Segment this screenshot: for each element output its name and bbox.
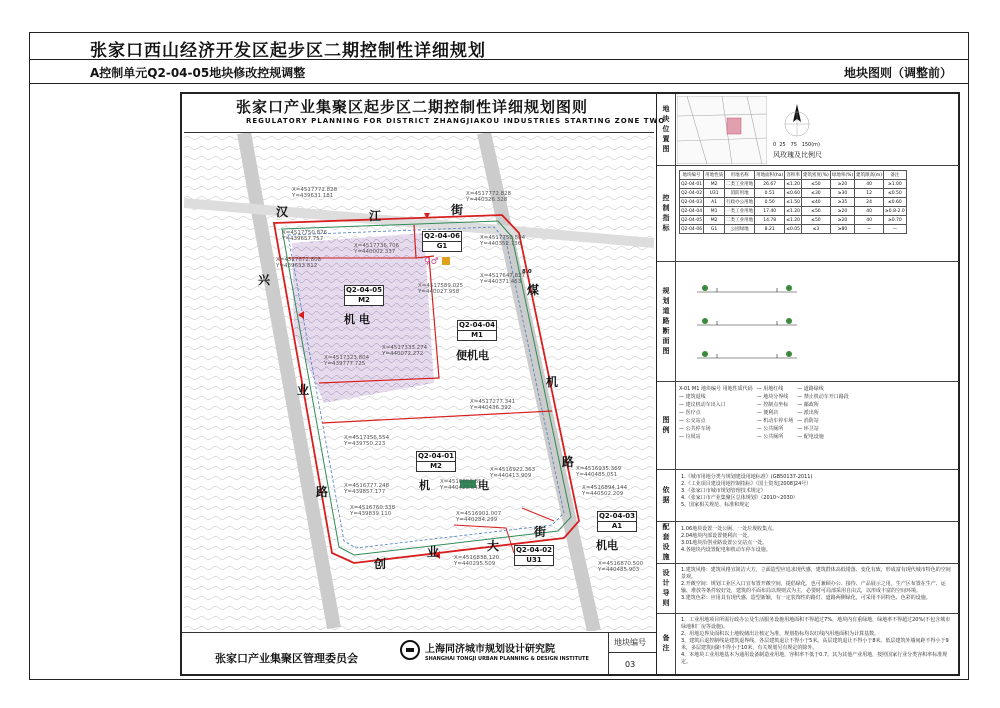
document-subtitle: A控制单元Q2-04-05地块修改控规调整 bbox=[90, 66, 306, 80]
text-line: 3、建筑后退控制线是建筑退界线，各层建筑退让不得小于5米。高层建筑退让不得小于8米。低层建筑外墙间距不得小于9米，多层建筑间距不得小于10米，有关规划另有规定的除外。 bbox=[681, 638, 949, 651]
scale-bar: 0 25 75 150(m) bbox=[773, 142, 821, 148]
plot-label-03[interactable]: Q2-04-03 A1 bbox=[598, 512, 636, 530]
table-row bbox=[680, 198, 907, 207]
sidebar bbox=[656, 94, 959, 674]
table-header-cell: 地块编号 bbox=[680, 171, 704, 180]
coord-label: X=4517772.828 Y=440326.328 bbox=[466, 191, 512, 203]
road-label-north: 江 bbox=[369, 209, 382, 223]
coord-label: X=4516777.248 Y=439857.177 bbox=[344, 483, 390, 495]
table-cell: ≤1.20 bbox=[786, 208, 801, 214]
table-cell: U31 bbox=[704, 189, 725, 198]
location-map bbox=[677, 96, 767, 164]
table-header-cell: 用地名称 bbox=[725, 171, 755, 180]
institute-name-cn: 上海同济城市规划设计研究院 bbox=[425, 644, 555, 655]
legend-item: — 地块分界线 bbox=[756, 394, 789, 400]
coord-label: X=4517589.025 Y=440027.958 bbox=[418, 283, 464, 295]
legend-item: — 便利店 bbox=[756, 410, 779, 416]
legend-item: — 环卫站 bbox=[797, 426, 819, 432]
plot-03-facilities: 机电 bbox=[596, 539, 618, 552]
north-arrow-icon bbox=[777, 102, 817, 146]
coord-label: X=4517333.274 Y=440072.272 bbox=[382, 345, 428, 357]
legend-item: — 公共厕所 bbox=[756, 426, 784, 432]
table-cell: Q2-04-06 bbox=[681, 226, 703, 232]
coord-label: X=4516838.120 Y=440295.509 bbox=[454, 555, 500, 567]
table-cell: ≥1.00 bbox=[884, 180, 907, 189]
text-line: 4.各地块内设置配电和机动车停车设施。 bbox=[681, 547, 771, 553]
coord-label: X=4516859.854 Y=440423.643 bbox=[440, 479, 486, 491]
legend-item: — 派出所 bbox=[797, 410, 819, 416]
table-cell: 40 bbox=[855, 207, 884, 216]
table-cell: ≤1.50 bbox=[786, 199, 801, 205]
text-line: 5、国家相关规范、标准和规定 bbox=[681, 502, 750, 508]
table-cell: 12 bbox=[855, 189, 884, 198]
table-header-cell: 用地面积(ha) bbox=[755, 171, 785, 180]
table-cell: 0.51 bbox=[755, 189, 785, 198]
table-cell: ≤3 bbox=[802, 225, 831, 234]
table-header-cell: 绿地率(%) bbox=[830, 171, 854, 180]
coord-label: X=4517156.554 Y=439750.223 bbox=[344, 435, 390, 447]
table-cell: ≥0.8-2.0 bbox=[885, 208, 905, 214]
table-cell: Q2-04-01 bbox=[681, 181, 703, 187]
map-canvas bbox=[184, 132, 654, 631]
compass-label: 风玫瑰及比例尺 bbox=[773, 151, 822, 159]
coord-label: X=4517672.808 Y=439633.812 bbox=[276, 257, 322, 269]
location-section: 地块位置图 0 25 75 150(m) 风玫瑰及比例尺 bbox=[657, 94, 959, 166]
text-line: 1.建筑风格：建筑风格宜简洁大方，立面造型应追求现代感，建筑群体高低错落、变化有致，形成富有现代城市特色的空间景观。 bbox=[681, 567, 951, 580]
trash-icon bbox=[442, 257, 450, 265]
notes-section: 依据 1.《城市用地分类与规划建设用地标准》(GB50137-2011) 2.《工业项目建设用地控制指标》（国土资发[2008]24号） 3.《张家口市城市规划管理技术规定》 4.《张家口市产业集聚区总体规划》（2010~2030） 5、国家相关规范、标准和规定 bbox=[657, 470, 959, 522]
text-line: 2.开敞空间：规划工业区入口宜布置开敞空间，提倡绿化，也可兼顾办公、接待、产品展示之用，生产区布置在生产、运输、堆放等条件较好处，建筑的平面布局以规则式为主，必要时可局部采用自由式，以形成丰富的空间环境。 bbox=[681, 581, 946, 594]
table-cell: 17.40 bbox=[755, 207, 785, 216]
legend-item: — 消防站 bbox=[797, 418, 819, 424]
road-label-south: 大 bbox=[487, 539, 500, 553]
legend-section: 图例 X-01 M1 地块编号 用地性质代码 — 用地红线 — 道路绿线 — 建筑退线 — 地块分界线 — 禁止机动车开口路段 — 建议机动车出入口 — 控制点坐标 — 邮政所 — 医疗点 — 便利店 — 派出所 — 公交站点 — 机动车停车场 — 消防站 — 公共停车场 — 公共厕所 — 环卫站 — 垃圾站 — 公共厕所 — 配电设施 bbox=[657, 382, 959, 470]
coord-label: X=4517647.827 Y=440371.453 bbox=[480, 273, 526, 285]
table-cell: A1 bbox=[704, 198, 725, 207]
table-cell: 14.78 bbox=[755, 216, 785, 225]
notes-list bbox=[681, 474, 951, 509]
control-table bbox=[679, 170, 907, 234]
map-drawing bbox=[184, 133, 654, 631]
institute-logo-icon bbox=[400, 640, 420, 660]
plot-05-facilities: 机 电 bbox=[344, 313, 370, 326]
text-line: 3.01地块沿创业路设置公交站点一处。 bbox=[681, 540, 768, 546]
table-cell: G1 bbox=[704, 225, 725, 234]
text-line: 1.06地块设置一处公厕、一处垃圾收集点。 bbox=[681, 526, 778, 532]
plot-label-06[interactable]: Q2-04-06 G1 bbox=[423, 232, 461, 250]
table-cell: ≤50 bbox=[802, 207, 831, 216]
legend-item: — 建筑退线 bbox=[679, 394, 706, 400]
table-cell: 二类工业用地 bbox=[725, 180, 755, 189]
legend-item: — 道路绿线 bbox=[797, 386, 824, 392]
table-cell: 24 bbox=[855, 198, 884, 207]
coord-label: X=4517772.828 Y=439631.181 bbox=[292, 187, 338, 199]
committee-name: 张家口产业集聚区管理委员会 bbox=[215, 652, 358, 665]
table-header-cell: 建筑密度(%) bbox=[802, 171, 831, 180]
institute-name-en: SHANGHAI TONGJI URBAN PLANNING & DESIGN INSTITUTE bbox=[425, 656, 589, 662]
legend-item: — 公交站点 bbox=[679, 418, 706, 424]
plot-01-facility-2: 电 bbox=[478, 479, 489, 492]
table-cell: M2 bbox=[704, 216, 725, 225]
facilities-list bbox=[681, 526, 951, 554]
table-row bbox=[680, 216, 907, 225]
table-header-cell: 建筑限高(m) bbox=[855, 171, 884, 180]
legend-item: — 公共停车场 bbox=[679, 426, 711, 432]
text-line: 1、工业用地项目所需行政办公及生活服务设施用地面积不得超过7%，地块内有重绿地，绿地率不得超过20%(不包含城市绿地和厂房等设施)。 bbox=[681, 617, 951, 630]
table-cell: ≤0.60 bbox=[786, 190, 801, 196]
coord-label: X=4516870.500 Y=440485.903 bbox=[598, 561, 644, 573]
table-cell: 40 bbox=[855, 216, 884, 225]
coord-label: X=4517750.876 Y=439657.757 bbox=[282, 230, 328, 242]
road-label-east: 机 bbox=[546, 375, 559, 389]
table-cell: 一类工业用地 bbox=[725, 207, 755, 216]
table-cell: ≤30 bbox=[802, 189, 831, 198]
plot-label-02[interactable]: Q2-04-02 U31 bbox=[515, 546, 553, 564]
table-cell: 消防用地 bbox=[725, 189, 755, 198]
coord-label: X=4517323.804 Y=439777.725 bbox=[324, 355, 370, 367]
legend-item: — 公共厕所 bbox=[756, 434, 784, 440]
table-header-cell: 容积率 bbox=[785, 171, 802, 180]
table-header-cell: 用地性质 bbox=[704, 171, 725, 180]
plot-label-05[interactable]: Q2-04-05 M2 bbox=[345, 286, 383, 304]
legend-item: — 控制点坐标 bbox=[756, 402, 789, 408]
road-label-north: 汉 bbox=[276, 205, 289, 219]
coord-label: X=4517750.804 Y=440352.736 bbox=[480, 235, 526, 247]
legend-item: — 机动车停车场 bbox=[756, 418, 794, 424]
toilet-icon: ♀♂ bbox=[424, 257, 439, 267]
road-label-south: 街 bbox=[534, 525, 547, 539]
table-cell: ≤1.20 bbox=[786, 217, 801, 223]
remarks-list bbox=[681, 617, 951, 666]
guide-list bbox=[681, 567, 951, 602]
legend-item: — 医疗点 bbox=[679, 410, 701, 416]
text-line: 1.《城市用地分类与规划建设用地标准》(GB50137-2011) bbox=[681, 474, 813, 480]
plot-no-value: 03 bbox=[625, 660, 636, 669]
table-cell: 26.67 bbox=[755, 180, 785, 189]
sheet-type: 地块图则（调整前） bbox=[843, 66, 952, 80]
table-cell: ≥80 bbox=[830, 225, 854, 234]
table-cell: ≤1.20 bbox=[786, 181, 801, 187]
text-line: 3.建筑色彩：应用具有现代感、造型新颖，有一定装饰性的路灯、道路两侧绿化，可采用不同特色、色彩的设施。 bbox=[681, 595, 931, 601]
legend-grid bbox=[679, 386, 849, 441]
table-cell: — bbox=[884, 225, 907, 234]
coord-label: X=4516901.007 Y=440284.299 bbox=[456, 511, 502, 523]
table-header-cell: 备注 bbox=[884, 171, 907, 180]
text-line: 2、用地边界及面积以土地收储出让核定为准，规划指标均以红线内用地面积为计算基数。 bbox=[681, 631, 880, 637]
table-cell: 公园绿地 bbox=[725, 225, 755, 234]
road-label-west: 兴 bbox=[258, 273, 271, 287]
road-label-west: 路 bbox=[316, 485, 329, 499]
table-row bbox=[680, 225, 907, 234]
table-cell: Q2-04-05 bbox=[681, 217, 703, 223]
facilities-section: 配套设施 1.06地块设置一处公厕、一处垃圾收集点。 2.04地块内部设置便利店一处。 3.01地块沿创业路设置公交站点一处。 4.各地块内设置配电和机动车停车设施。 bbox=[657, 522, 959, 564]
map-english-title: REGULATORY PLANNING FOR DISTRICT ZHANGJIAKOU INDUSTRIES STARTING ZONE TWO bbox=[246, 117, 666, 125]
table-cell: ≥0.70 bbox=[884, 216, 907, 225]
road-label-west: 业 bbox=[297, 383, 310, 397]
legend-item: — 用地红线 bbox=[756, 386, 784, 392]
road-label-east: 煤 bbox=[527, 283, 540, 297]
road-label-north: 街 bbox=[451, 203, 464, 217]
plot-label-01[interactable]: Q2-04-01 M2 bbox=[417, 452, 455, 470]
road-section-diagrams bbox=[687, 270, 807, 370]
text-line: 4、本地块工业用地基本为通用设备制造业用地，容积率不低于0.7。其为其他产业用地，按照国家行业分类容积率标准规定。 bbox=[681, 652, 948, 665]
table-cell: ≥30 bbox=[830, 189, 854, 198]
coord-label: X=4516760.338 Y=439839.110 bbox=[350, 505, 396, 517]
legend-item: — 邮政所 bbox=[797, 402, 819, 408]
coord-label: X=4517736.706 Y=440002.337 bbox=[354, 243, 400, 255]
table-cell: 行政办公用地 bbox=[725, 198, 755, 207]
text-line: 2.《工业项目建设用地控制指标》（国土资发[2008]24号） bbox=[681, 481, 812, 487]
legend-item: — 建议机动车出入口 bbox=[679, 402, 726, 408]
document-title: 张家口西山经济开发区起步区二期控制性详细规划 bbox=[90, 41, 486, 61]
table-cell: 40 bbox=[855, 180, 884, 189]
table-cell: Q2-04-04 bbox=[681, 208, 703, 214]
text-line: 4.《张家口市产业集聚区总体规划》（2010~2030） bbox=[681, 495, 798, 501]
table-cell: Q2-04-03 bbox=[681, 199, 703, 205]
table-cell: 二类工业用地 bbox=[725, 216, 755, 225]
plot-no-divider bbox=[608, 652, 656, 653]
plot-04-facilities: 便机电 bbox=[456, 349, 489, 362]
table-cell: ≤50 bbox=[802, 216, 831, 225]
legend-item: — 垃圾站 bbox=[679, 434, 701, 440]
table-cell: ≥20 bbox=[830, 207, 854, 216]
table-cell: 8.21 bbox=[755, 225, 785, 234]
table-row bbox=[680, 207, 907, 216]
table-cell: — bbox=[855, 225, 884, 234]
control-section: 控制指标 地块编号 用地性质 用地名称 用地面积(ha) 容积率 建筑密度(%) 绿地率(%) 建筑限高(m) 备注 Q2-04-01 M2 二类工业用地 26.67 ≤1.20 ≤50 ≥20 40 ≥1.00 Q2-04-02 U31 消防用地 0.51 ≤0.60 ≤30 ≥30 12 ≤0.50 Q2-04-03 A1 行政办公用地 0.50 ≤1.50 ≤40 ≥35 24 ≤0.60 Q2-04-04 M1 一类工业用地 17.40 ≤1.20 ≤50 ≥20 40 ≥0.8-2.0 Q2-04-05 M2 二类工业用地 14.78 ≤1.20 ≤50 ≥20 40 ≥0.70 Q2-04-06 G1 公园绿地 8.21 ≤0.05 ≤3 ≥80 — — bbox=[657, 166, 959, 262]
text-line: 2.04地块内部设置便利店一处。 bbox=[681, 533, 753, 539]
road-label-south: 业 bbox=[427, 545, 440, 559]
guide-section: 设计导则 1.建筑风格：建筑风格宜简洁大方，立面造型应追求现代感，建筑群体高低错落、变化有致，形成富有现代城市特色的空间景观。 2.开敞空间：规划工业区入口宜布置开敞空间，提倡绿化，也可兼顾办公、接待、产品展示之用，生产区布置在生产、运输、堆放等条件较好处，建筑的平面布局以规则式为主，必要时可局部采用自由式，以形成丰富的空间环境。 3.建筑色彩：应用具有现代感、造型新颖，有一定装饰性的路灯、道路两侧绿化，可采用不同特色、色彩的设施。 bbox=[657, 564, 959, 614]
legend-item: — 配电设施 bbox=[797, 434, 824, 440]
plot-label-04[interactable]: Q2-04-04 M1 bbox=[458, 321, 496, 339]
table-cell: ≤50 bbox=[802, 180, 831, 189]
table-cell: M2 bbox=[704, 180, 725, 189]
table-cell: ≥20 bbox=[830, 216, 854, 225]
road-label-south: 创 bbox=[374, 557, 387, 571]
table-cell: ≤40 bbox=[802, 198, 831, 207]
plot-no-label: 地块编号 bbox=[614, 638, 646, 647]
legend-item: — 禁止机动车开口路段 bbox=[797, 394, 849, 400]
remarks-section: 备注 1、工业用地项目所需行政办公及生活服务设施用地面积不得超过7%，地块内有重绿地，绿地率不得超过20%(不包含城市绿地和厂房等设施)。 2、用地边界及面积以土地收储出让核定为准，规划指标均以红线内用地面积为计算基数。 3、建筑后退控制线是建筑退界线，各层建筑退让不得小于5米。高层建筑退让不得小于8米。低层建筑外墙间距不得小于9米，多层建筑间距不得小于10米，有关规划另有规定的除外。 4、本地块工业用地基本为通用设备制造业用地，容积率不低于0.7。其为其他产业用地，按照国家行业分类容积率标准规定。 bbox=[657, 614, 959, 674]
coord-label: X=4516935.369 Y=440485.051 bbox=[576, 466, 622, 478]
text-line: 3.《张家口市城市规划管理技术规定》 bbox=[681, 488, 766, 494]
coord-label: X=4517277.341 Y=440436.392 bbox=[470, 399, 516, 411]
table-cell: 0.50 bbox=[755, 198, 785, 207]
table-cell: ≤0.05 bbox=[786, 226, 801, 232]
table-cell: ≥35 bbox=[830, 198, 854, 207]
coord-label: X=4516922.363 Y=440413.909 bbox=[490, 467, 536, 479]
table-cell: ≤0.50 bbox=[884, 189, 907, 198]
road-label-east: 路 bbox=[562, 455, 575, 469]
legend-item: X-01 M1 地块编号 用地性质代码 bbox=[679, 386, 753, 392]
road-section: 规划道路断面图 bbox=[657, 262, 959, 382]
table-row bbox=[680, 180, 907, 189]
plot-01-facility-1: 机 bbox=[419, 479, 430, 492]
table-row bbox=[680, 189, 907, 198]
table-cell: M1 bbox=[704, 207, 725, 216]
table-cell: ≤0.60 bbox=[884, 198, 907, 207]
table-cell: ≥20 bbox=[830, 180, 854, 189]
map-title: 张家口产业集聚区起步区二期控制性详细规划图则 bbox=[236, 98, 589, 116]
coord-label: X=4516894.144 Y=440502.209 bbox=[582, 485, 628, 497]
dimension-label: 8.0 bbox=[522, 269, 532, 275]
table-cell: Q2-04-02 bbox=[681, 190, 703, 196]
